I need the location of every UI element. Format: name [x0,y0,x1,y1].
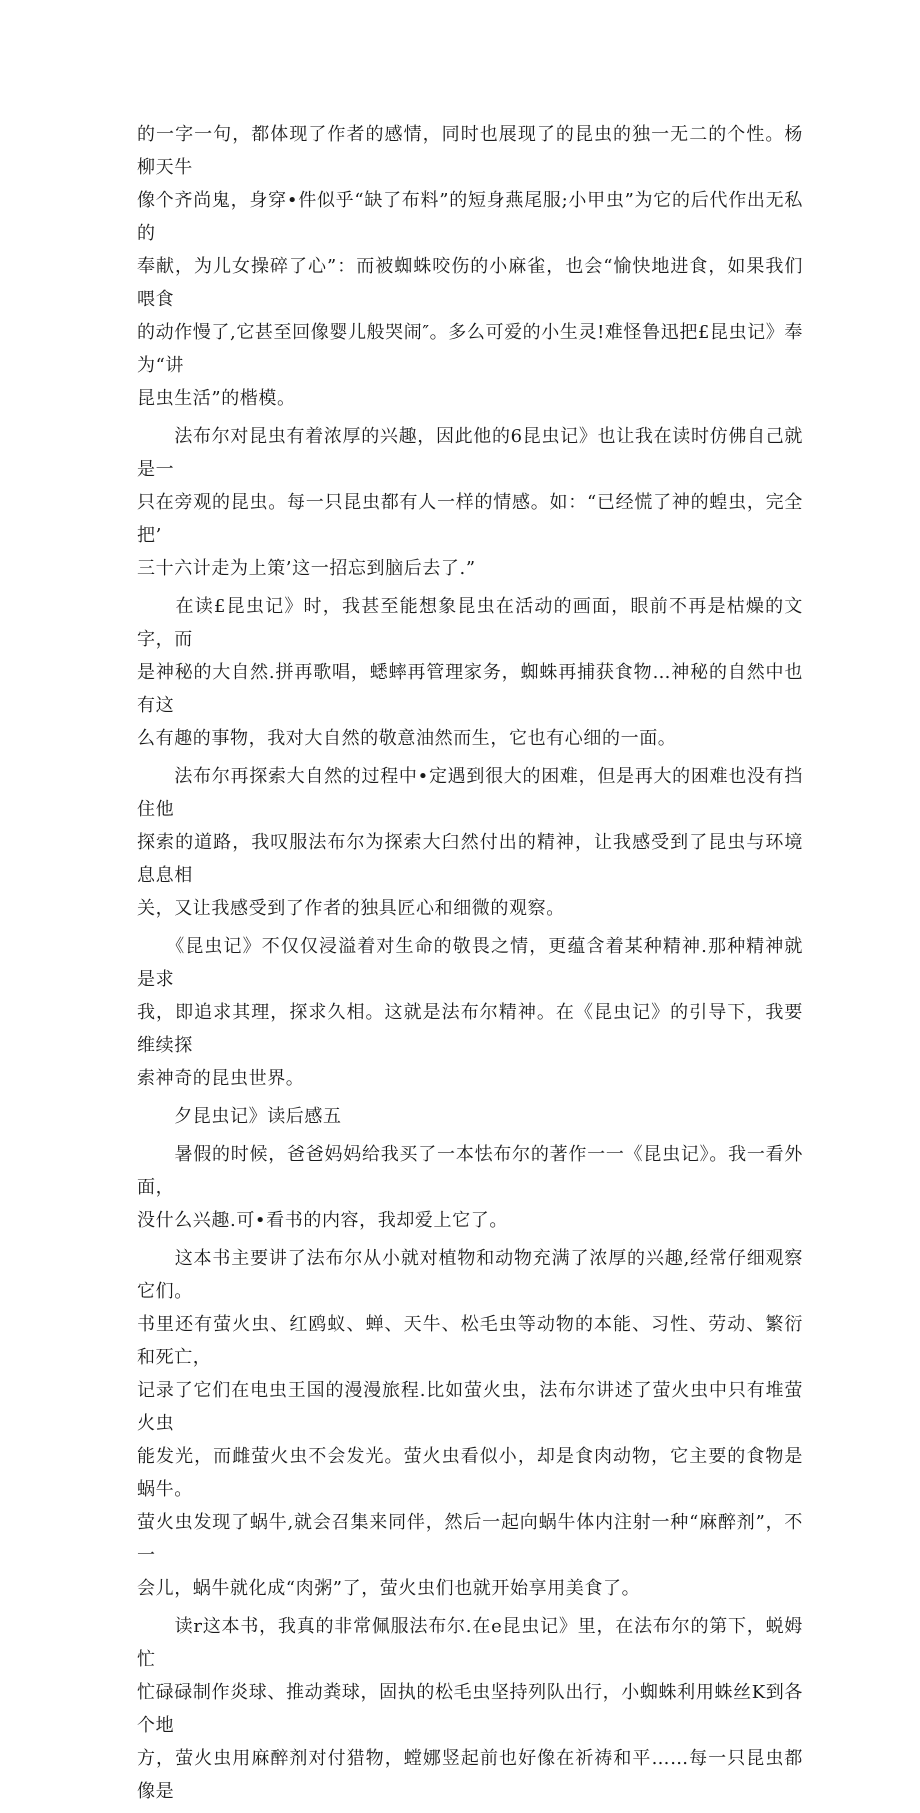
paragraph: 法布尔再探索大自然的过程中•定遇到很大的困难，但是再大的困难也没有挡住他 探索的道路，我叹服法布尔为探索大臼然付出的精神，让我感受到了昆虫与环境息息相 关，又让我感受到了作者的独具匠心和细微的观察。 [137,766,803,919]
paragraph: 法布尔对昆虫有着浓厚的兴趣，因此他的6昆虫记》也让我在读时仿佛自己就是一 只在旁观的昆虫。每一只昆虫都有人一样的情感。如：“已经慌了神的蝗虫，完全把’ 三十六计走为上策’这一招忘到脑后去了.” [137,426,803,579]
paragraph: 暑假的时候，爸爸妈妈给我买了一本怯布尔的著作一一《昆虫记》。我一看外面， 没什么兴趣.可•看书的内容，我却爱上它了。 [137,1144,803,1231]
paragraph: 《昆虫记》不仅仅浸溢着对生命的敬畏之情，更蕴含着某种精神.那种精神就是求 我，即追求其理，探求久相。这就是法布尔精神。在《昆虫记》的引导下，我要维续探 索神奇的昆虫世界。 [137,936,803,1089]
document-body [137,118,803,1813]
paragraph: 在读£昆虫记》时，我甚至能想象昆虫在活动的画面，眼前不再是枯燥的文字，而 是神秘的大自然.拼再歌唱，蟋蟀再管理家务，蜘蛛再捕获食物…神秘的自然中也有这 么有趣的事物，我对大自然的敬意油然而生，它也有心细的一面。 [137,596,803,749]
paragraph: 读r这本书，我真的非常佩服法布尔.在e昆虫记》里，在法布尔的第下，蜕姆忙 忙碌碌制作炎球、推动粪球，固执的松毛虫坚持列队出行，小蜘蛛利用蛛丝K到各个地 方，萤火虫用麻醉剂对付猎物，螳娜竖起前也好像在祈祷和平……每一只昆虫都像是 [137,1616,803,1802]
paragraph: 这本书主要讲了法布尔从小就对植物和动物充满了浓厚的兴趣,经常仔细观察它们。 书里还有萤火虫、红鸥蚁、蝉、天牛、松毛虫等动物的本能、习性、劳动、繁衍和死亡， 记录了它们在电虫王国的漫漫旅程.比如萤火虫，法布尔讲述了萤火虫中只有堆萤火虫 能发光，而雌萤火虫不会发光。萤火虫看似小，却是食肉动物，它主要的食物是蜗牛。 萤火虫发现了蜗牛,就会召集来同伴，然后一起向蜗牛体内注射一种“麻醉剂”，不一 会儿，蜗牛就化成“肉粥”了，萤火虫们也就开始享用美食了。 [137,1248,803,1599]
paragraph: 的一字一句，都体现了作者的感情，同时也展现了的昆虫的独一无二的个性。杨柳天牛 像个齐尚鬼，身穿•件似乎“缺了布料”的短身燕尾服;小甲虫”为它的后代作出无私的 奉献，为儿女操碎了心”：而被蜘蛛咬伤的小麻雀，也会“愉快地进食，如果我们喂食 的动作慢了,它甚至回像婴儿般哭闹″。多么可爱的小生灵!难怪鲁迅把£昆虫记》奉为“讲 昆虫生活”的楷模。 [137,124,803,409]
section-heading: 夕昆虫记》读后感五 [137,1106,342,1127]
